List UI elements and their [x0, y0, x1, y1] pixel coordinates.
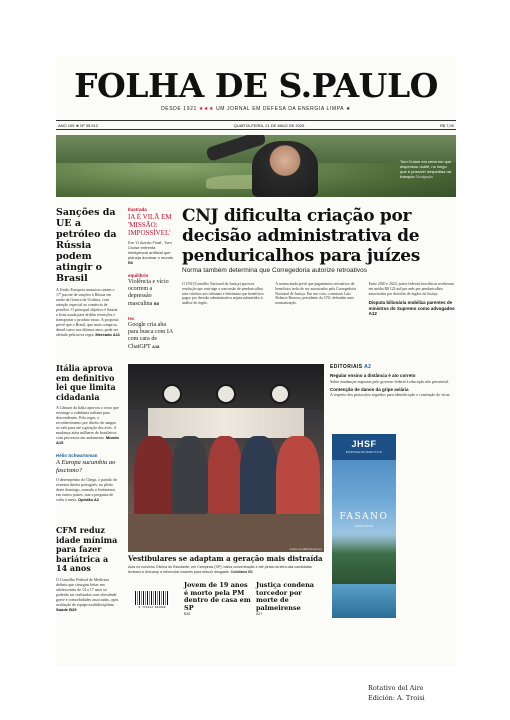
editorials-page: A2: [364, 364, 372, 370]
lead-column-2: A norma ainda prevê que pagamentos retroativos de benefícios terão de ser autorizados pela Corregedoria Nacional de Justiça. Em seu voto, o ministro Luís Roberto Barroso, presidente do CNJ, defendeu uma normatização.: [275, 282, 357, 306]
masthead-stars: ★★★: [198, 106, 215, 112]
signature: [368, 683, 425, 703]
signature-line-2: Edición: A. Troisi: [368, 694, 425, 702]
photo-student: [208, 436, 242, 514]
issue-number: ANO 105 ★ Nº 35.912: [58, 122, 98, 128]
story-body-text: A União Europeia anunciou ontem o 17º pacote de sanções à Rússia em razão da Guerra da Ucrânia, com atenção especial ao comércio de petróleo. O principal objetivo é limitar a frota usada para driblar restrições e transportar o produto russo. A proposta prevê que o Brasil, que mais comprou diesel russo nos últimos anos, pode ser afetado pela nova regra.: [56, 287, 119, 337]
main-photo: [128, 364, 324, 552]
ad-brand: JHSF: [351, 439, 377, 449]
opinion-ref: Opinião A2: [78, 497, 99, 502]
photo-poster: [216, 384, 236, 404]
lead-column-3: [369, 282, 456, 317]
editorials-label-text: EDITORIAIS: [330, 364, 363, 370]
left-column-middle: [56, 364, 120, 502]
illustrated-text-body: Em 'O Acerto Final', Tom Cruise enfrenta inteligência artificial que planeja dominar o mundo: [128, 240, 174, 260]
tec-headline-text: Google cria aba para busca com IA com cara de ChatGPT: [128, 322, 173, 350]
ad-name-sub: TRANCOSO: [354, 524, 374, 528]
equilibrio-headline: [128, 279, 174, 308]
lead-subhead: Norma também determina que Corregedoria autorize retroativos: [182, 267, 367, 274]
bottom-story-headline: Justiça condena torcedor por morte de palmeirense: [256, 581, 315, 612]
lead-side-headline: [369, 300, 456, 317]
lead-side-headline-text: Disputa bilionária mobiliza parentes de ministros do Supremo como advogados: [368, 300, 455, 311]
equilibrio-ref: B8: [153, 301, 159, 306]
illustrated-headline: IA É VILÃ EM 'MISSÃO: IMPOSSÍVEL': [128, 213, 172, 237]
ad-palms: [332, 534, 396, 584]
editorial-2-text: A respeito dos protocolos seguidos para identificação e contenção do vírus.: [330, 392, 451, 397]
cfm-body: [56, 577, 120, 612]
lead-side-ref: A12: [368, 311, 377, 317]
italy-ref: Mundo A15: [56, 435, 119, 445]
newspaper-title: FOLHA DE S.PAULO: [74, 66, 438, 105]
advertisement: [332, 434, 396, 618]
italy-body: [56, 405, 120, 445]
bottom-story-ref: A27: [256, 612, 263, 616]
italy-headline: Itália aprova em definitivo lei que limita cidadania: [56, 363, 116, 402]
top-photo: [56, 135, 456, 197]
bottom-story-ref: B26: [184, 612, 191, 616]
cfm-headline: CFM reduz idade mínima para fazer bariátrica a 14 anos: [56, 525, 118, 573]
top-photo-credit: Divulgação: [415, 175, 433, 179]
lead-headline: CNJ dificulta criação por decisão administrativa de penduricalhos para juízes: [182, 206, 421, 266]
illustrated-ref: B6: [128, 260, 134, 265]
tec-headline: [128, 322, 174, 351]
barcode-number: 9 771414 581000: [138, 606, 166, 609]
main-photo-headline: Vestibulares se adaptam a geração mais distraída: [128, 554, 323, 563]
illustrated-kicker: Ilustrada: [128, 207, 147, 212]
masthead-slogan: UM JORNAL EM DEFESA DA ENERGIA LIMPA ★: [216, 106, 351, 112]
main-photo-caption-text: Aula no cursinho Oficina do Estudante, em Campinas (SP); baixa concentração e até pirata na letra das candidatas levaram a Unicamp a reformular exames para reduzir desgaste.: [128, 565, 312, 574]
lead-columns: [182, 282, 456, 317]
editorial-1-text: Sobre mudanças impostas pelo governo federal à educação não presencial.: [330, 378, 450, 384]
photo-student: [134, 436, 174, 526]
opinion-body: [56, 477, 120, 502]
lead-column-1: O CNJ (Conselho Nacional de Justiça) aprovou resolução que restringe a concessão de penduricalhos sem critérios nos tribunais e determina que benefícios pagos por decisão administrativa sejam submetidos à análise do órgão.: [182, 282, 264, 306]
issue-price: R$ 7,00: [439, 122, 454, 128]
photo-actor: [252, 141, 318, 197]
editorial-1-headline: Regular ensino a distância é ato correto: [330, 373, 416, 378]
dateline: [56, 120, 456, 130]
story-ref: Mercado A11: [95, 332, 120, 337]
opinion-columnist: Hélio Schwartsman: [56, 453, 98, 458]
bottom-story-1: [184, 582, 252, 616]
main-photo-ref: Cotidiano B1: [230, 569, 253, 574]
newspaper-front-page: [56, 56, 456, 666]
ad-name: FASANO: [339, 512, 389, 522]
top-photo-caption-text: Tom Cruise em cena em que dispensou dublê, no longo que é possível despedida da franquia: [400, 159, 452, 179]
story-cfm: [56, 526, 120, 612]
editorial-2-headline: Contenção de danos da gripe aviária: [330, 386, 409, 392]
photo-poster: [270, 384, 290, 404]
tec-ref: A18: [152, 344, 160, 349]
cfm-body-text: O Conselho Federal de Medicina definiu que cirurgias feitas em adolescentes de 14 a 17 anos só poderão ser realizadas com obesidade grave e comorbidades associadas, após avaliação de equipe multidisciplinar.: [56, 576, 119, 607]
tec-block: [128, 316, 174, 351]
barcode: [134, 590, 170, 606]
illustrated-column: [128, 207, 174, 351]
ad-sea: [332, 584, 396, 618]
equilibrio-kicker: equilíbrio: [128, 273, 149, 278]
equilibrio-headline-text: Violência e vício ocorrem a depressão masculina: [128, 279, 169, 307]
bottom-story-2: [256, 582, 324, 616]
italy-body-text: A Câmara da Itália aprovou o texto que restringe a cidadania italiana para descendentes. Pela regra, o reconhecimento por direito de sangue só vale para até a geração dos avós. A mudança afeta milhares de brasileiros com processos em andamento.: [56, 405, 119, 440]
cfm-ref: Saúde B29: [56, 606, 77, 612]
tec-kicker: tec: [128, 316, 135, 321]
story-headline: Sanções da UE a petróleo da Rússia podem atingir o Brasil: [56, 207, 117, 284]
opinion-headline: A Europa sucumbiu ao fascismo?: [56, 459, 116, 474]
illustrated-text: [128, 240, 174, 265]
lead-column-3-text: Entre 2020 e 2024, juízes federais brasileiros receberam em média R$ 122 mil por mês por penduricalhos autorizados por decisões de órgãos da Justiça.: [368, 282, 454, 296]
photo-student: [240, 436, 278, 520]
main-photo-caption: [128, 565, 324, 574]
editorials-label: [330, 364, 456, 370]
story-body: [56, 287, 120, 337]
photo-wall: [148, 408, 304, 438]
ad-brand-sub: EMPREENDIMENTOS: [345, 450, 383, 454]
signature-line-1: Rotativo del Aire: [368, 684, 424, 692]
masthead-tagline: [56, 106, 456, 112]
top-photo-caption: [400, 159, 452, 180]
issue-date: QUARTA-FEIRA, 21 DE MAIO DE 2025: [233, 122, 305, 128]
photo-poster: [162, 384, 182, 404]
editorials-column: [330, 364, 456, 397]
equilibrio-block: [128, 273, 174, 308]
opinion-body-text: O desempenho do Chega, o partido de extrema direita português, no pleito deste domingo, somado a fenômenos em outros países, traz a pergunta de volta à mesa.: [56, 477, 118, 502]
photo-student: [172, 436, 208, 516]
masthead: [56, 68, 456, 112]
main-photo-credit: Felipe Iruatã/Folhapress: [289, 547, 322, 551]
masthead-since: DESDE 1921: [161, 106, 197, 112]
story-sanctions: [56, 207, 120, 337]
bottom-story-headline: Jovem de 19 anos é morto pela PM dentro de casa em SP: [184, 581, 251, 612]
